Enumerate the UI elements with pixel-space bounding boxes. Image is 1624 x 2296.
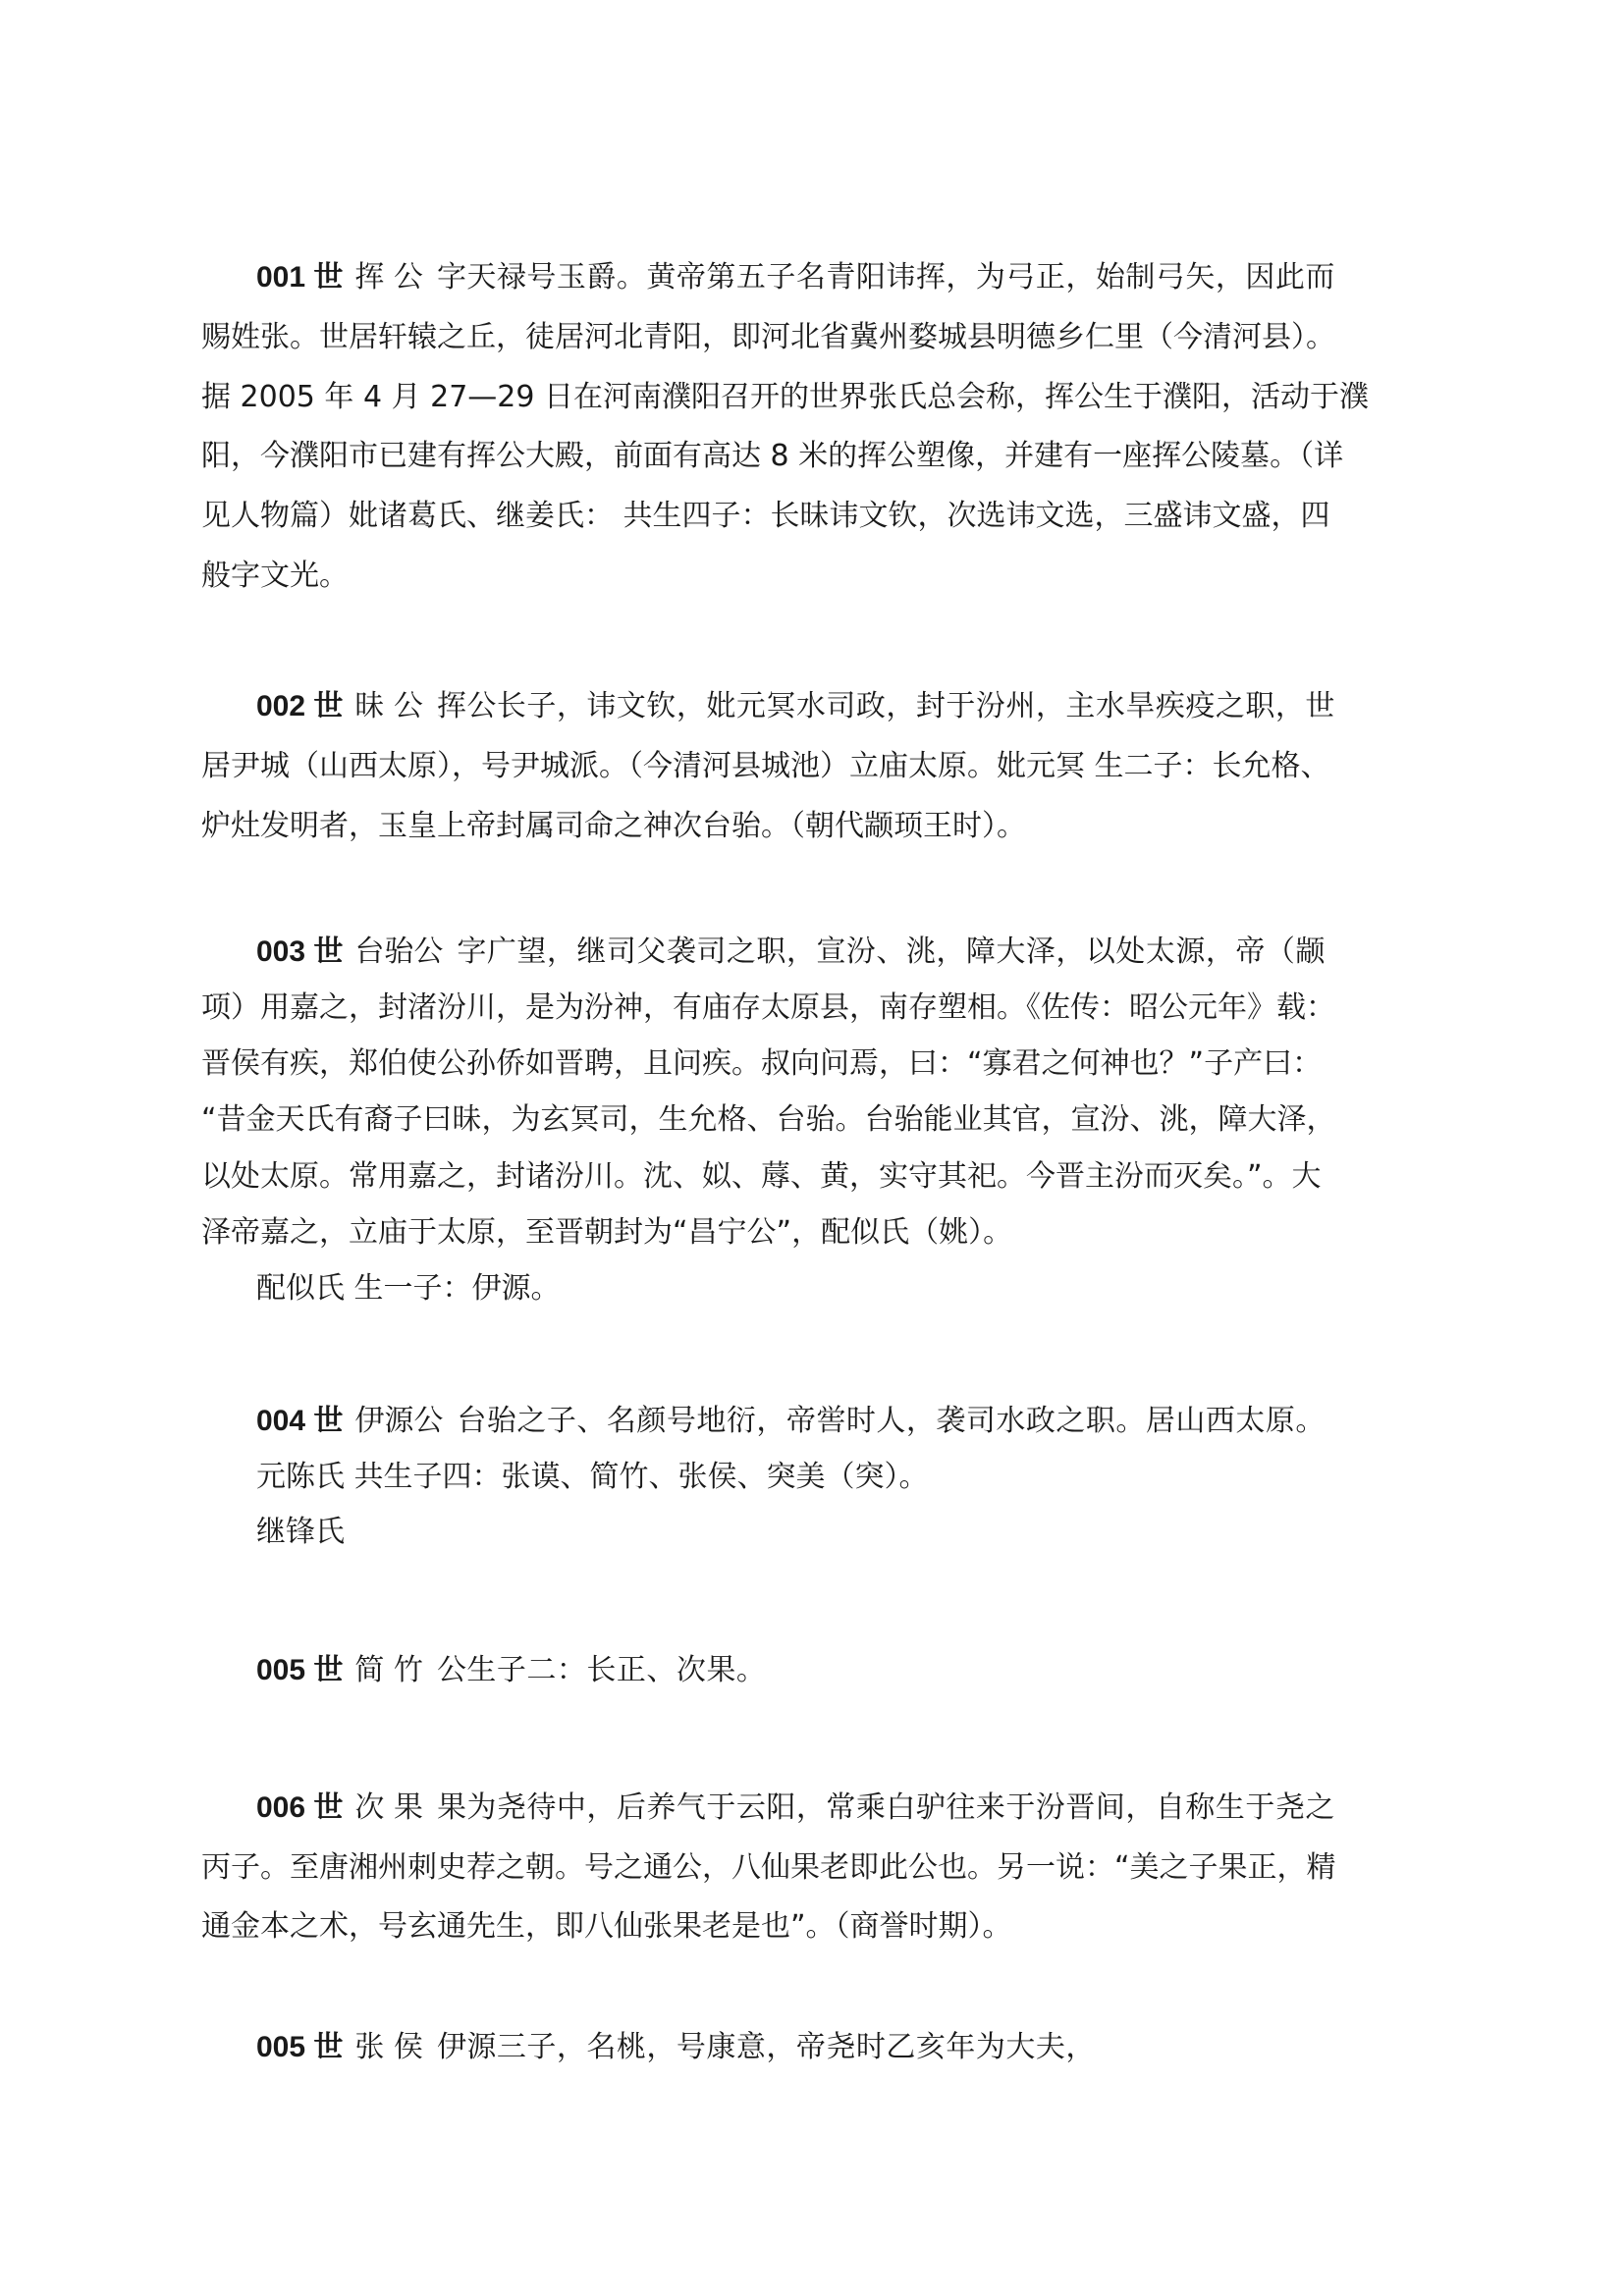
generation-label: 003 世 xyxy=(256,935,344,968)
entry-text: 台骀之子、名颜号地衍，帝喾时人，袭司水政之职。居山西太原。 xyxy=(457,1404,1326,1438)
person-name: 昧 公 xyxy=(354,689,423,723)
person-name: 次 果 xyxy=(354,1790,423,1825)
person-name: 张 侯 xyxy=(354,2030,423,2064)
person-name: 台骀公 xyxy=(354,934,444,969)
entry-text-line: “昔金天氏有裔子曰昧，为玄冥司，生允格、台骀。台骀能业其官，宣汾、洮，障大泽， xyxy=(201,1102,1336,1137)
spouse-line: 继锋氏 xyxy=(256,1515,345,1549)
entry-first-line xyxy=(256,687,1335,726)
spouse-line: 配似氏 生一子：伊源。 xyxy=(256,1271,561,1306)
entry-text-line: 据 2005 年 4 月 27—29 日在河南濮阳召开的世界张氏总会称，挥公生于濮阳，活动于濮 xyxy=(201,380,1369,414)
spouse-line: 元陈氏 共生子四：张谟、简竹、张侯、突美（突）。 xyxy=(256,1460,929,1494)
generation-label: 002 世 xyxy=(256,690,344,722)
entry-text: 字天禄号玉爵。黄帝第五子名青阳讳挥，为弓正，始制弓矢，因此而 xyxy=(436,260,1335,294)
generation-label: 005 世 xyxy=(256,1654,344,1686)
generation-label: 001 世 xyxy=(256,261,344,294)
entry-text-line: 居尹城（山西太原），号尹城派。（今清河县城池）立庙太原。妣元冥 生二子：长允格、 xyxy=(201,749,1330,783)
entry-text: 公生子二：长正、次果。 xyxy=(436,1653,767,1687)
entry-text: 果为尧待中，后养气于云阳，常乘白驴往来于汾晋间，自称生于尧之 xyxy=(436,1790,1335,1825)
entry-first-line xyxy=(256,1789,1335,1828)
entry-text-line: 通金本之术，号玄通先生，即八仙张果老是也”。（商誉时期）。 xyxy=(201,1909,1012,1944)
entry-text: 字广望，继司父袭司之职，宣汾、洮，障大泽，以处太源，帝（颛 xyxy=(457,934,1326,969)
entry-text: 挥公长子，讳文钦，妣元冥水司政，封于汾州，主水旱疾疫之职，世 xyxy=(436,689,1335,723)
person-name: 伊源公 xyxy=(354,1404,444,1438)
entry-text-line: 以处太原。常用嘉之，封诸汾川。沈、姒、蓐、黄，实守其祀。今晋主汾而灭矣。”。大 xyxy=(201,1159,1322,1194)
person-name: 简 竹 xyxy=(354,1653,423,1687)
entry-first-line xyxy=(256,1402,1326,1441)
entry-text: 伊源三子，名桃，号康意，帝尧时乙亥年为大夫， xyxy=(436,2030,1096,2064)
entry-first-line xyxy=(256,258,1335,297)
entry-text-line: 晋侯有疾，郑伯使公孙侨如晋聘，且问疾。叔向问焉，曰：“寡君之何神也？”子产曰： xyxy=(201,1046,1323,1081)
generation-label: 006 世 xyxy=(256,1791,344,1824)
entry-text-line: 丙子。至唐湘州刺史荐之朝。号之通公，八仙果老即此公也。另一说：“美之子果正，精 xyxy=(201,1850,1336,1885)
generation-label: 005 世 xyxy=(256,2031,344,2063)
person-name: 挥 公 xyxy=(354,260,423,294)
entry-text-line: 般字文光。 xyxy=(201,559,349,593)
entry-first-line xyxy=(256,1651,766,1690)
generation-label: 004 世 xyxy=(256,1405,344,1437)
entry-text-line: 见人物篇）妣诸葛氏、继姜氏： 共生四子：长昧讳文钦，次选讳文选，三盛讳文盛，四 xyxy=(201,499,1330,533)
entry-text-line: 泽帝嘉之，立庙于太原，至晋朝封为“昌宁公”，配似氏（姚）。 xyxy=(201,1215,1013,1250)
entry-text-line: 赐姓张。世居轩辕之丘，徒居河北青阳，即河北省冀州婺城县明德乡仁里（今清河县）。 xyxy=(201,320,1335,354)
entry-first-line xyxy=(256,2028,1096,2067)
entry-first-line xyxy=(256,933,1326,972)
entry-text-line: 阳，今濮阳市已建有挥公大殿，前面有高达 8 米的挥公塑像，并建有一座挥公陵墓。（详 xyxy=(201,439,1344,473)
entry-text-line: 项）用嘉之，封渚汾川，是为汾神，有庙存太原县，南存塑相。《佐传：昭公元年》载： xyxy=(201,990,1335,1025)
entry-text-line: 炉灶发明者，玉皇上帝封属司命之神次台骀。（朝代颛顼王时）。 xyxy=(201,809,1026,843)
